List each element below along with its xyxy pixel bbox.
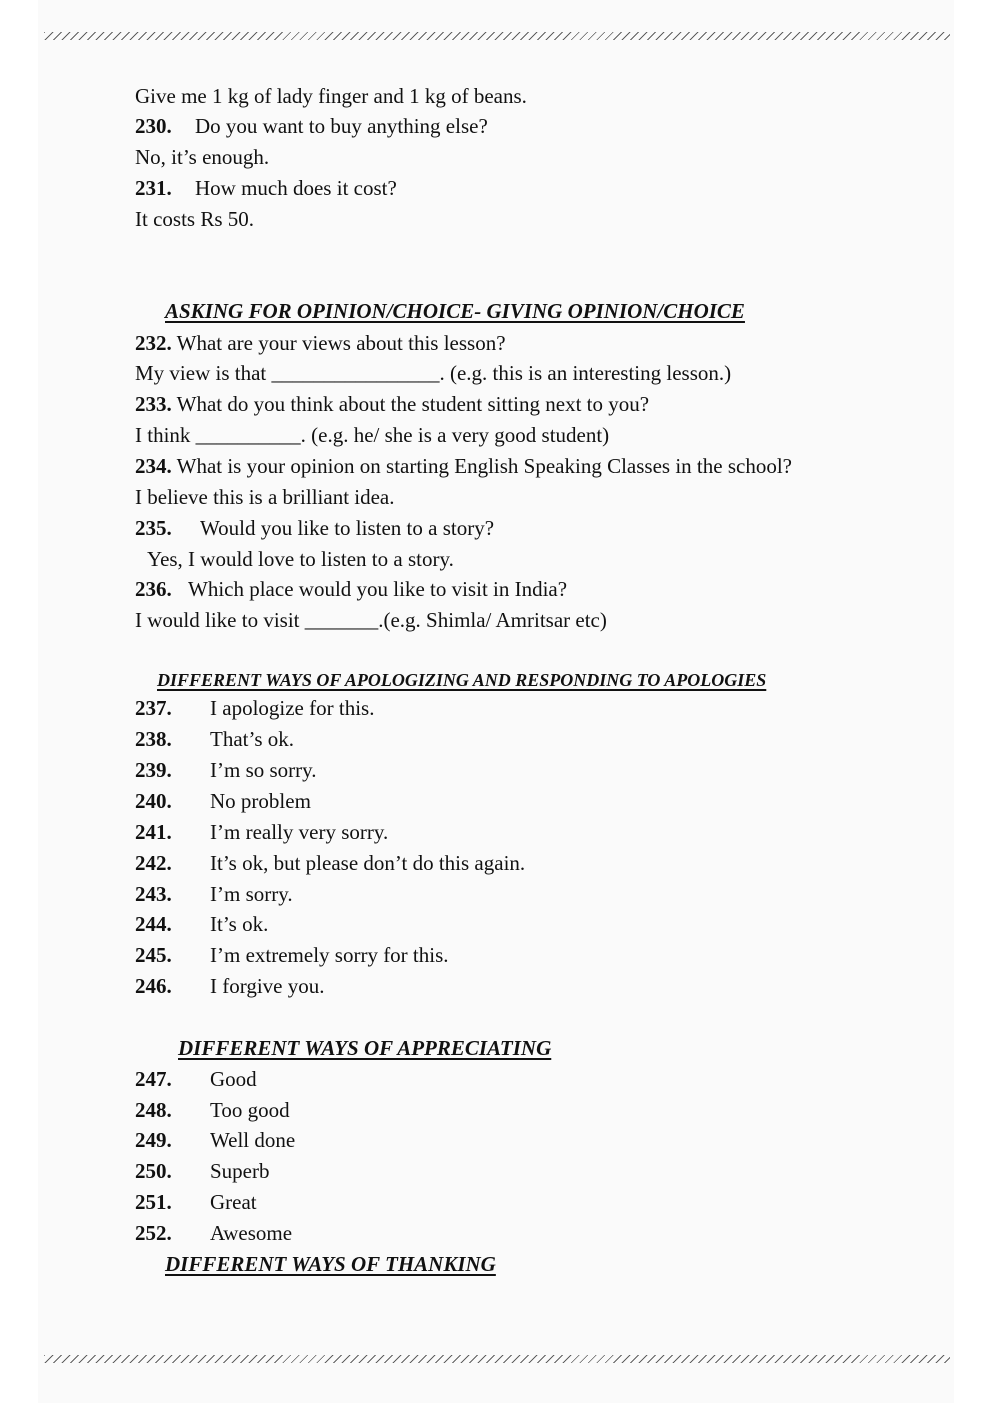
list-item: [135, 1128, 295, 1152]
answer-text: My view is that ________________. (e.g. this is an interesting lesson.): [135, 361, 732, 385]
item-text: Great: [210, 1190, 257, 1214]
item-number: 238.: [135, 727, 172, 751]
dialogue-text: Give me 1 kg of lady finger and 1 kg of beans.: [135, 84, 527, 108]
question-number: 232.: [135, 331, 172, 355]
answer-line: [135, 145, 269, 169]
list-item: [135, 943, 449, 967]
question-number: 235.: [135, 516, 172, 540]
list-item: [135, 727, 294, 751]
question-text: What is your opinion on starting English Speaking Classes in the school?: [171, 454, 792, 478]
item-number: 248.: [135, 1098, 172, 1122]
answer-line: [135, 485, 395, 509]
answer-text: I believe this is a brilliant idea.: [135, 485, 395, 509]
question-number: 236.: [135, 577, 172, 601]
question-text: What are your views about this lesson?: [171, 331, 506, 355]
question-line: [135, 114, 488, 138]
answer-line: [135, 608, 607, 632]
answer-line: [135, 423, 609, 447]
question-line: [135, 176, 397, 200]
item-number: 244.: [135, 912, 172, 936]
list-item: [135, 851, 525, 875]
top-border: [44, 32, 950, 40]
item-number: 242.: [135, 851, 172, 875]
list-item: [135, 1159, 270, 1183]
list-item: [135, 789, 311, 813]
list-item: [135, 882, 293, 906]
list-item: [135, 1098, 290, 1122]
item-text: It’s ok.: [210, 912, 269, 936]
item-text: I’m sorry.: [210, 882, 293, 906]
question-line: [135, 577, 567, 601]
item-number: 250.: [135, 1159, 172, 1183]
item-number: 243.: [135, 882, 172, 906]
answer-text: I think __________. (e.g. he/ she is a very good student): [135, 423, 610, 447]
item-text: I’m extremely sorry for this.: [210, 943, 449, 967]
question-line: [135, 331, 506, 355]
item-number: 239.: [135, 758, 172, 782]
question-line: [135, 516, 494, 540]
question-line: [135, 454, 792, 478]
list-item: [135, 1221, 292, 1245]
item-text: Too good: [210, 1098, 290, 1122]
section-heading-thanking: DIFFERENT WAYS OF THANKING: [165, 1252, 496, 1276]
question-text: What do you think about the student sitting next to you?: [171, 392, 650, 416]
item-text: No problem: [210, 789, 311, 813]
item-text: I’m really very sorry.: [210, 820, 389, 844]
question-number: 233.: [135, 392, 172, 416]
item-number: 252.: [135, 1221, 172, 1245]
question-line: [135, 392, 649, 416]
answer-line: [135, 361, 731, 385]
item-text: It’s ok, but please don’t do this again.: [210, 851, 526, 875]
answer-text: I would like to visit _______.(e.g. Shimla/ Amritsar etc): [135, 608, 607, 632]
item-number: 237.: [135, 696, 172, 720]
item-text: I’m so sorry.: [210, 758, 317, 782]
section-heading-appreciating: DIFFERENT WAYS OF APPRECIATING: [178, 1036, 552, 1060]
item-text: I apologize for this.: [210, 696, 375, 720]
answer-text: No, it’s enough.: [135, 145, 270, 169]
question-text: Do you want to buy anything else?: [195, 114, 488, 138]
question-number: 230.: [135, 114, 172, 138]
question-text: Which place would you like to visit in India?: [188, 577, 568, 601]
dialogue-line: [135, 84, 527, 108]
bottom-border: [44, 1355, 950, 1363]
question-text: How much does it cost?: [195, 176, 397, 200]
list-item: [135, 820, 388, 844]
list-item: [135, 1067, 257, 1091]
list-item: [135, 912, 268, 936]
section-heading-opinion: ASKING FOR OPINION/CHOICE- GIVING OPINION/CHOICE: [165, 299, 745, 323]
item-number: 247.: [135, 1067, 172, 1091]
item-number: 251.: [135, 1190, 172, 1214]
question-number: 231.: [135, 176, 172, 200]
item-text: Superb: [210, 1159, 270, 1183]
question-number: 234.: [135, 454, 172, 478]
question-text: Would you like to listen to a story?: [200, 516, 495, 540]
list-item: [135, 696, 374, 720]
item-number: 245.: [135, 943, 172, 967]
item-text: That’s ok.: [210, 727, 294, 751]
item-text: Awesome: [210, 1221, 293, 1245]
item-number: 240.: [135, 789, 172, 813]
answer-text: Yes, I would love to listen to a story.: [147, 547, 454, 571]
item-text: I forgive you.: [210, 974, 325, 998]
answer-line: [135, 207, 254, 231]
item-number: 249.: [135, 1128, 172, 1152]
section-heading-apologies: DIFFERENT WAYS OF APOLOGIZING AND RESPONDING TO APOLOGIES: [157, 670, 767, 690]
item-text: Good: [210, 1067, 257, 1091]
list-item: [135, 1190, 257, 1214]
item-number: 241.: [135, 820, 172, 844]
answer-text: It costs Rs 50.: [135, 207, 255, 231]
item-text: Well done: [210, 1128, 296, 1152]
list-item: [135, 974, 325, 998]
answer-line: [147, 547, 454, 571]
list-item: [135, 758, 317, 782]
item-number: 246.: [135, 974, 172, 998]
